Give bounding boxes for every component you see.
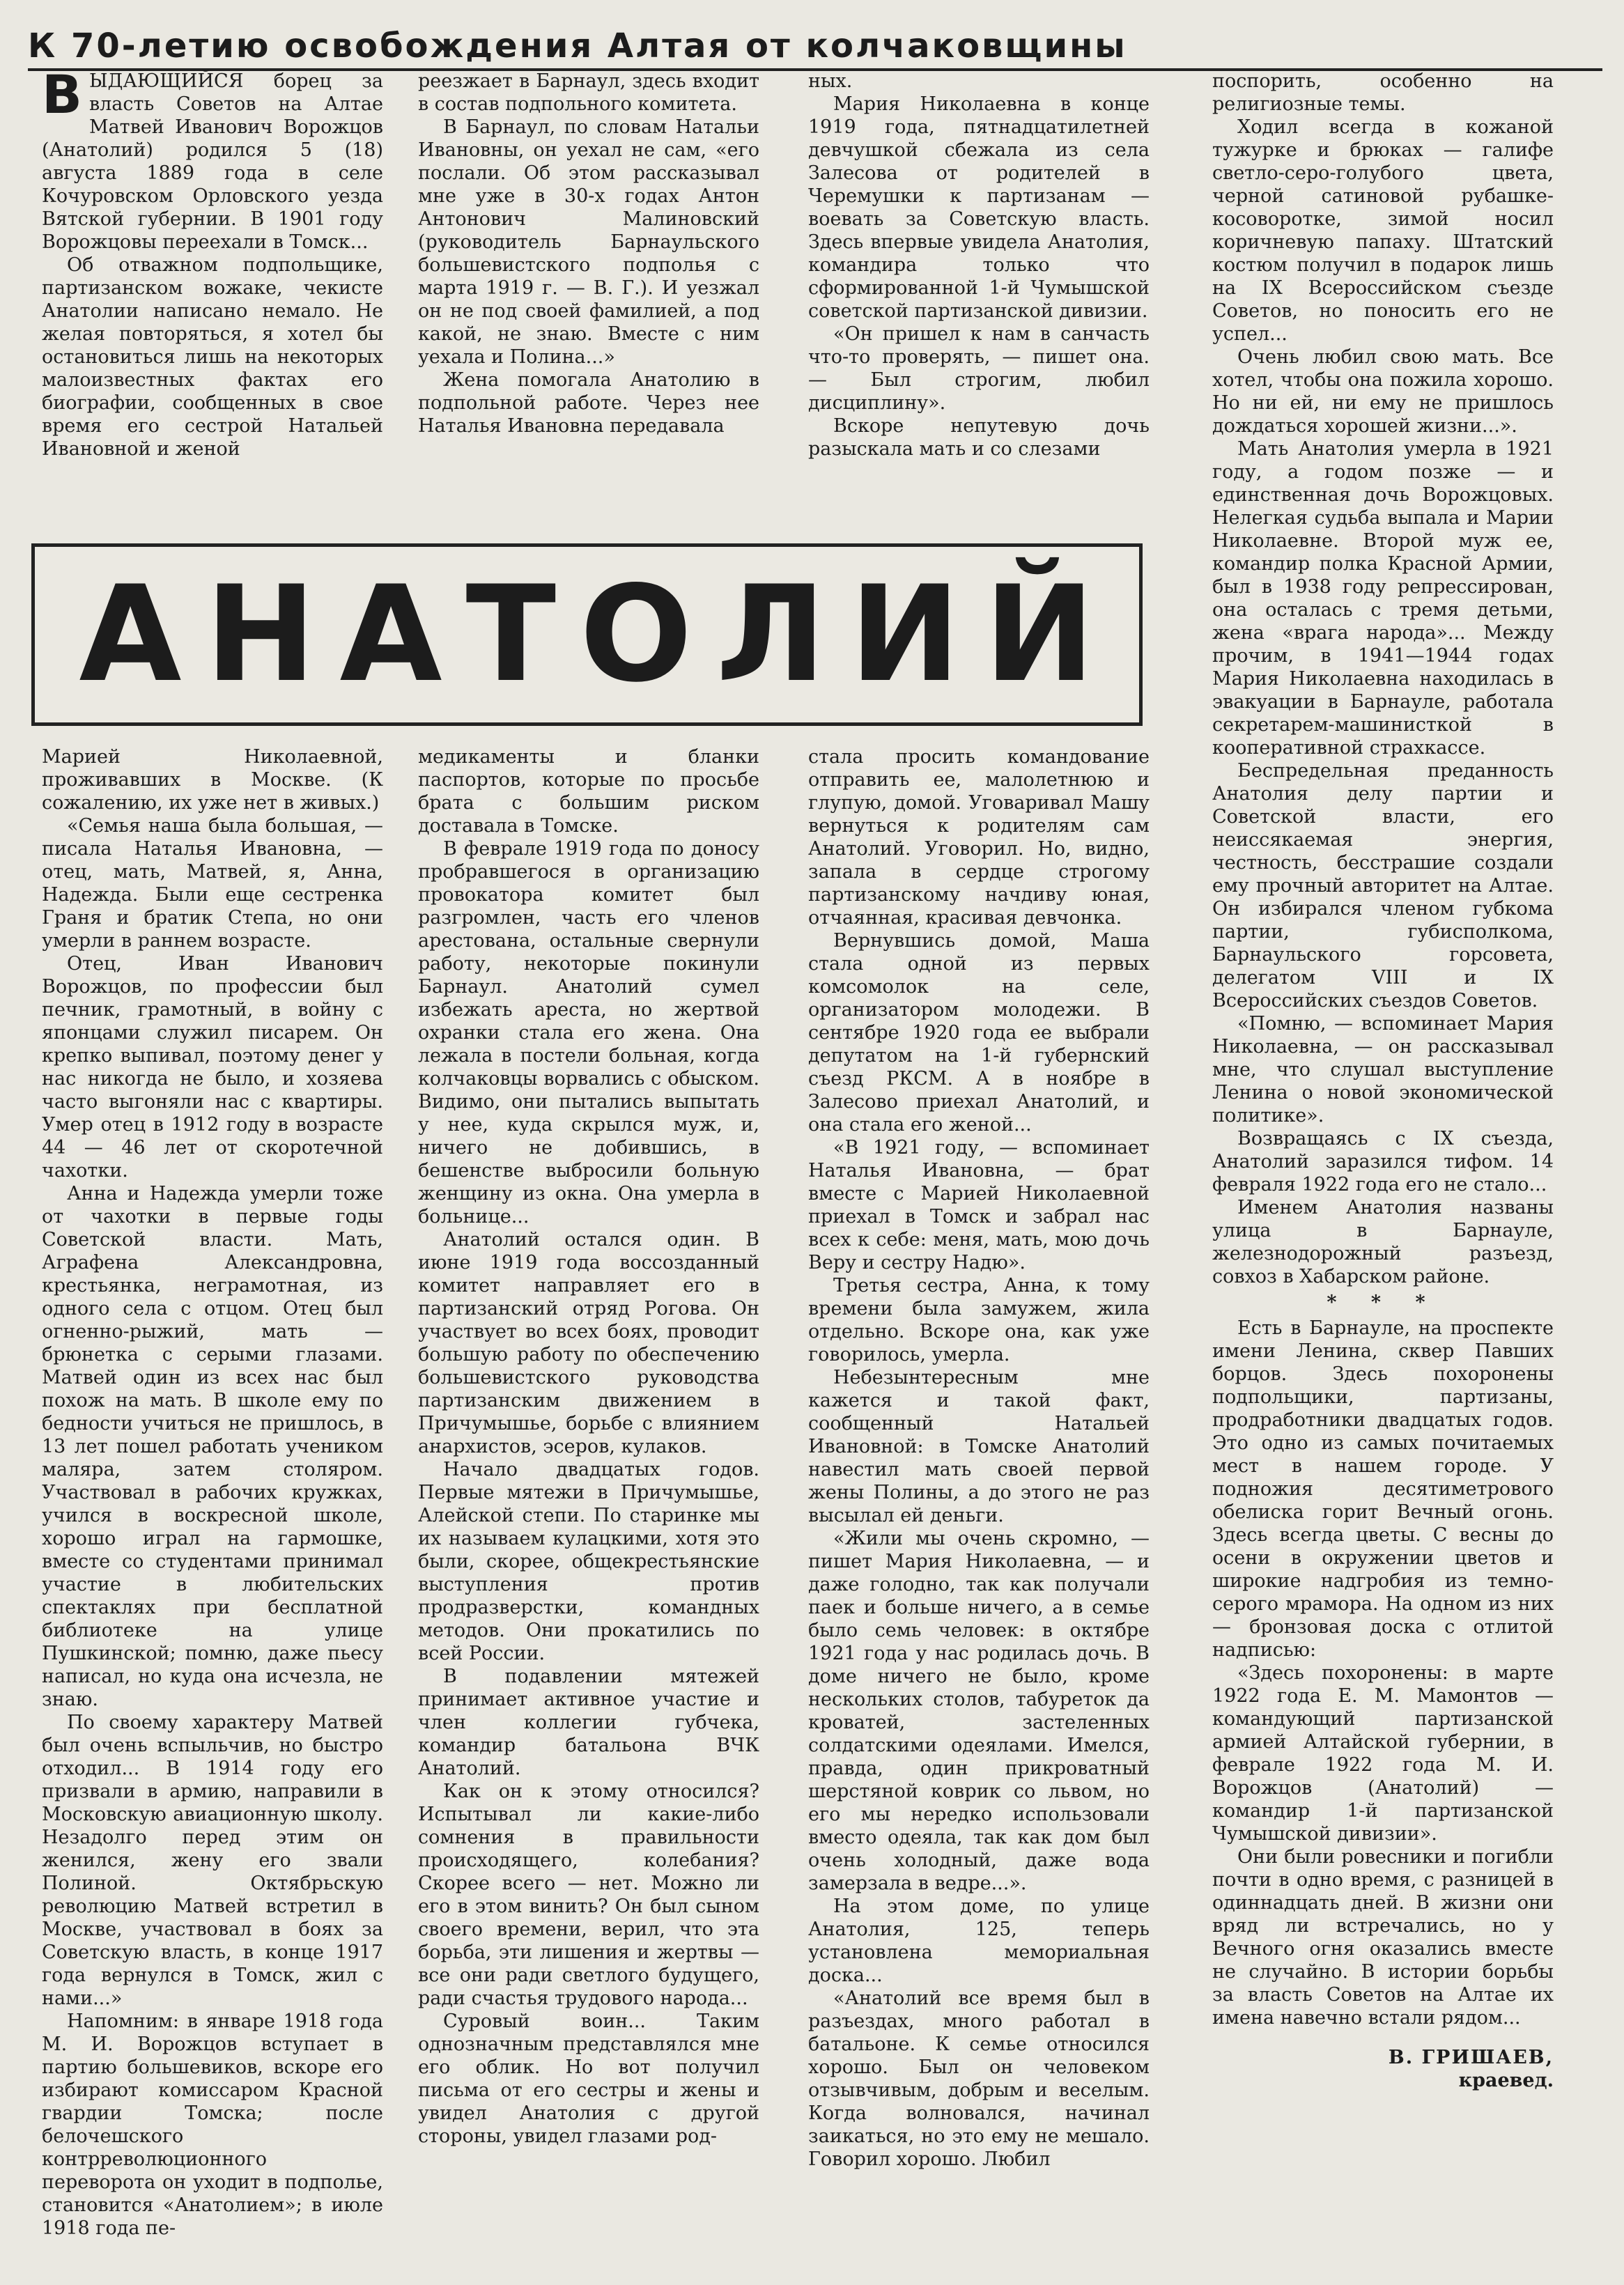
paragraph: «Анатолий все время был в разъездах, много работал в батальоне. К семье относился хорошо. Был он человеком отзывчивым, добрым и веселым. Когда волновался, начинал заикаться, но это ему не мешало. Говорил хорошо. Любил: [808, 1988, 1150, 2170]
paragraph: ных.: [808, 70, 853, 92]
paragraph: Мать Анатолия умерла в 1921 году, а годом позже — и единственная дочь Ворожцовых. Нелегкая судьба выпала и Марии Николаевне. Второй муж ее, командир полка Красной Армии, был в 1938 году репрессирован, она осталась с тремя детьми, жена «врага народа»... Между прочим, в 1941—1944 годах Мария Николаевна находилась в эвакуации в Барнауле, работала секретарем-машинисткой в кооперативной страхкассе.: [1212, 438, 1554, 759]
paragraph-text: ЫДАЮЩИЙСЯ борец за власть Советов на Алтае Матвей Иванович Ворожцов (Анатолий) родился 5 (18) августа 1889 года в селе Кочуровском Орловского уезда Вятской губернии. В 1901 году Ворожцовы переехали в Томск...: [42, 70, 383, 253]
paragraph: Суровый воин... Таким однозначным представлялся мне его облик. Но вот получил письма от его сестры и жены и увидел Анатолия с другой стороны, увидел глазами род-: [418, 2011, 759, 2147]
kicker-heading: [28, 15, 1602, 71]
paragraph: Марией Николаевной, проживавших в Москве. (К сожалению, их уже нет в живых.): [42, 746, 383, 814]
headline-box: [31, 543, 1143, 726]
headline: АНАТОЛИЙ: [79, 557, 1119, 711]
paragraph: В Барнаул, по словам Натальи Ивановны, он уехал не сам, «его послали. Об этом рассказывал мне уже в 30-х годах Антон Антонович Малиновский (руководитель Барнаульского большевистского подполья с марта 1919 г. — В. Г.). И уезжал он не под своей фамилией, а под какой, не знаю. Вместе с ним уехала и Полина...»: [418, 116, 759, 368]
paragraph: Беспредельная преданность Анатолия делу партии и Советской власти, его неиссякаемая энергия, честность, бесстрашие создали ему прочный авторитет на Алтае. Он избирался членом губкома партии, губисполкома, Барнаульского горсовета, делегатом VIII и IX Всероссийских съездов Советов.: [1212, 760, 1554, 1012]
paragraph: На этом доме, по улице Анатолия, 125, теперь установлена мемориальная доска...: [808, 1896, 1150, 1986]
author-title: краевед.: [1458, 2070, 1554, 2091]
paragraph: Мария Николаевна в конце 1919 года, пятнадцатилетней девчушкой сбежала из села Залесова от родителей в Черемушки к партизанам — воевать за Советскую власть. Здесь впервые увидела Анатолия, командира только что сформированной 1-й Чумышской советской партизанской дивизии.: [808, 93, 1150, 322]
paragraph: «Жили мы очень скромно, — пишет Мария Николаевна, — и даже голодно, так как получали паек и больше ничего, а в семье было семь человек: в октябре 1921 года у нас родилась дочь. В доме ничего не было, кроме нескольких столов, табуреток да кроватей, застеленных солдатскими одеялами. Имелся, правда, один прикроватный шерстяной коврик со львом, но его мы нередко использовали вместо одеяла, так как дом был очень холодный, даже вода замерзала в ведре...».: [808, 1528, 1150, 1894]
paragraph: «Здесь похоронены: в марте 1922 года Е. М. Мамонтов — командующий партизанской армией Алтайской губернии, в феврале 1922 года М. И. Ворожцов (Анатолий) — командир 1-й партизанской Чумышской дивизии».: [1212, 1662, 1554, 1845]
dropcap: В: [42, 70, 82, 125]
paragraph: Отец, Иван Иванович Ворожцов, по профессии был печник, грамотный, в войну с японцами служил писарем. Он крепко выпивал, поэтому денег у нас никогда не было, и хозяева часто выгоняли нас с квартиры. Умер отец в 1912 году в возрасте 44 — 46 лет от скоротечной чахотки.: [42, 953, 383, 1182]
paragraph: «В 1921 году, — вспоминает Наталья Ивановна, — брат вместе с Марией Николаевной приехал в Томск и забрал нас всех к себе: меня, мать, мою дочь Веру и сестру Надю».: [808, 1137, 1150, 1273]
paragraph: Анна и Надежда умерли тоже от чахотки в первые годы Советской власти. Мать, Аграфена Александровна, крестьянка, неграмотная, из одного села с отцом. Отец был огненно-рыжий, мать — брюнетка с серыми глазами. Матвей один из всех нас был похож на мать. В школе ему по бедности учиться не пришлось, в 13 лет пошел работать учеником маляра, затем столяром. Участвовал в рабочих кружках, учился в воскресной школе, хорошо играл на гармошке, вместе со студентами принимал участие в любительских спектаклях при бесплатной библиотеке на улице Пушкинской; помню, даже пьесу написал, но куда она исчезла, не знаю.: [42, 1183, 383, 1710]
paragraph: Есть в Барнауле, на проспекте имени Ленина, сквер Павших борцов. Здесь похоронены подпольщики, партизаны, продработники двадцатых годов. Это одно из самых почитаемых мест в нашем городе. У подножия десятиметрового обелиска горит Вечный огонь. Здесь всегда цветы. С весны до осени в окружении цветов и широкие надгробия из темно-серого мрамора. На одном из них — бронзовая доска с отлитой надписью:: [1212, 1317, 1554, 1661]
paragraph: Ходил всегда в кожаной тужурке и брюках — галифе светло-серо-голубого цвета, черной сатиновой рубашке-косоворотке, зимой носил коричневую папаху. Штатский костюм получил в подарок лишь на IX Всероссийском съезде Советов, но поносить его не успел...: [1212, 116, 1554, 345]
paragraph: Вернувшись домой, Маша стала одной из первых комсомолок на селе, организатором молодежи. В сентябре 1920 года ее выбрали депутатом на 1-й губернский съезд РКСМ. А в ноябре в Залесово приехал Анатолий, и она стала его женой...: [808, 930, 1150, 1136]
paragraph: Небезынтересным мне кажется и такой факт, сообщенный Натальей Ивановной: в Томске Анатолий навестил мать своей первой жены Полины, а до этого не раз высылал ей деньги.: [808, 1367, 1150, 1526]
paragraph: реезжает в Барнаул, здесь входит в состав подпольного комитета.: [418, 70, 759, 115]
paragraph: Жена помогала Анатолию в подпольной работе. Через нее Наталья Ивановна передавала: [418, 369, 759, 437]
author-signature: В. ГРИШАЕВ,: [1388, 2047, 1554, 2068]
paragraph: Анатолий остался один. В июне 1919 года воссозданный комитет направляет его в партизанский отряд Рогова. Он участвует во всех боях, проводит большую работу по обеспечению большевистского руководства партизанским движением в Причумышье, борьбе с влиянием анархистов, эсеров, кулаков.: [418, 1229, 759, 1457]
upper-column-3: [808, 70, 1150, 516]
paragraph: поспорить, особенно на религиозные темы.: [1212, 70, 1554, 115]
kicker-text: К 70-летию освобождения Алтая от колчаковщины: [28, 26, 1127, 65]
lower-column-3: [808, 745, 1150, 2278]
paragraph: Третья сестра, Анна, к тому времени была замужем, жила отдельно. Вскоре она, как уже говорилось, умерла.: [808, 1275, 1150, 1365]
lower-column-2: [418, 745, 759, 2278]
paragraph: «Он пришел к нам в санчасть что-то проверять, — пишет она. — Был строгим, любил дисциплину».: [808, 323, 1150, 414]
paragraph: Вскоре непутевую дочь разыскала мать и со слезами: [808, 415, 1150, 460]
paragraph: Об отважном подпольщике, партизанском вожаке, чекисте Анатолии написано немало. Не желая повторяться, я хотел бы остановиться лишь на некоторых малоизвестных фактах его биографии, сообщенных в свое время его сестрой Натальей Ивановной и женой: [42, 254, 383, 460]
paragraph: Начало двадцатых годов. Первые мятежи в Причумышье, Алейской степи. По старинке мы их называем кулацкими, хотя это были, скорее, общекрестьянские выступления против продразверстки, командных методов. Они прокатились по всей России.: [418, 1459, 759, 1664]
paragraph: Очень любил свою мать. Все хотел, чтобы она пожила хорошо. Но ни ей, ни ему не пришлось дождаться хорошей жизни...».: [1212, 346, 1554, 437]
paragraph: В феврале 1919 года по доносу пробравшегося в организацию провокатора комитет был разгромлен, часть его членов арестована, остальные свернули работу, некоторые покинули Барнаул. Анатолий сумел избежать ареста, но жертвой охранки стала его жена. Она лежала в постели больная, когда колчаковцы ворвались с обыском. Видимо, они пытались выпытать у нее, куда скрылся муж, и, ничего не добившись, в бешенстве выбросили больную женщину из окна. Она умерла в больнице...: [418, 838, 759, 1227]
lower-column-1: [42, 745, 383, 2278]
paragraph: Напомним: в январе 1918 года М. И. Ворожцов вступает в партию большевиков, вскоре его избирают комиссаром Красной гвардии Томска; после белочешского контрреволюционного переворота он уходит в подполье, становится «Анатолием»; в июле 1918 года пе-: [42, 2011, 383, 2239]
paragraph: В подавлении мятежей принимает активное участие и член коллегии губчека, командир батальона ВЧК Анатолий.: [418, 1666, 759, 1779]
paragraph: медикаменты и бланки паспортов, которые по просьбе брата с большим риском доставала в Томске.: [418, 746, 759, 837]
paragraph: Как он к этому относился? Испытывал ли какие-либо сомнения в правильности происходящего, колебания? Скорее всего — нет. Можно ли его в этом винить? Он был сыном своего времени, верил, что эта борьба, эти лишения и жертвы — все они ради светлого будущего, ради счастья трудового народа...: [418, 1781, 759, 2009]
right-column: [1212, 70, 1554, 2278]
paragraph: «Семья наша была большая, — писала Наталья Ивановна, — отец, мать, Матвей, я, Анна, Надежда. Были еще сестренка Граня и братик Степа, но они умерли в раннем возрасте.: [42, 815, 383, 952]
section-divider-stars: * * *: [1327, 1292, 1439, 1313]
paragraph: «Помню, — вспоминает Мария Николаевна, — он рассказывал мне, что слушал выступление Ленина о новой экономической политике».: [1212, 1013, 1554, 1126]
upper-column-1: [42, 70, 383, 516]
paragraph: Возвращаясь с IX съезда, Анатолий заразился тифом. 14 февраля 1922 года его не стало...: [1212, 1128, 1554, 1195]
upper-column-2: [418, 70, 759, 516]
paragraph: Именем Анатолия названы улица в Барнауле, железнодорожный разъезд, совхоз в Хабарском районе.: [1212, 1197, 1554, 1287]
paragraph: стала просить командование отправить ее, малолетнюю и глупую, домой. Уговаривал Машу вернуться к родителям сам Анатолий. Уговорил. Но, видно, запала в сердце строгому партизанскому начдиву юная, отчаянная, красивая девчонка.: [808, 746, 1150, 929]
paragraph: Они были ровесники и погибли почти в одно время, с разницей в одиннадцать дней. В жизни они вряд ли встречались, но у Вечного огня оказались вместе не случайно. В истории борьбы за власть Советов на Алтае их имена навечно встали рядом...: [1212, 1846, 1554, 2029]
paragraph: [42, 70, 383, 254]
paragraph: По своему характеру Матвей был очень вспыльчив, но быстро отходил... В 1914 году его призвали в армию, направили в Московскую авиационную школу. Незадолго перед этим он женился, жену его звали Полиной. Октябрьскую революцию Матвей встретил в Москве, участвовал в боях за Советскую власть, в конце 1917 года вернулся в Томск, жил с нами...»: [42, 1712, 383, 2009]
